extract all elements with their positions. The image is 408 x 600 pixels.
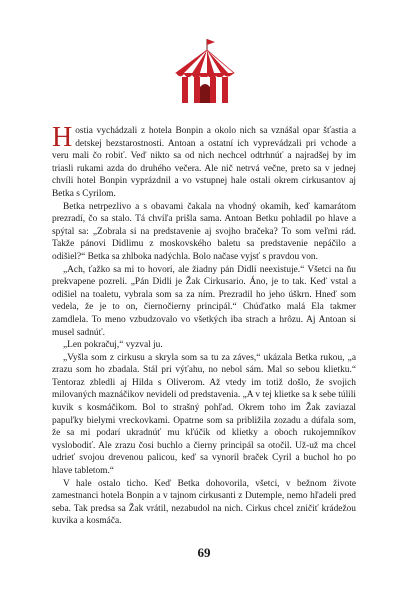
- paragraph-text: ostia vychádzali z hotela Bonpin a okolo nich sa vznášal opar šťastia a detskej bezstarostnosti. Antoan a ostatní ich vyprevádzali pri vchode a veru mali čo robiť. Veď nikto sa od nich nechcel odtrhnúť a najradšej by im triasli rukami azda do druhého večera. Ale nič netrvá večne, preto sa v jednej chvíli hotel Bonpin vyprázdnil a vo vstupnej hale ostali okrem cirkusantov aj Betka s Cyrilom.: [52, 126, 356, 199]
- paragraph: „Vyšla som z cirkusu a skryla som sa tu za záves,“ ukázala Betka rukou, „a zrazu som ho zbadala. Stál pri výťahu, no nebol sám. Mal so sebou klietku.“ Tentoraz zbledli aj Hilda s Oliverom. Až vtedy im totiž došlo, že svojich milovaných maznáčikov nevideli od predstavenia. „A v tej klietke sa k sebe túlili kuvik s kosmáčikom. Bol to strašný pohľad. Okrem toho im Žak zaviazal papuľky bielymi vreckovkami. Opatrne som sa približila zozadu a dúfala som, že sa mi podarí ukradnúť mu kľúčik od klietky a oboch rukojemníkov vyslobodiť. Ale zrazu čosi buchlo a čierny principál sa otočil. Už-už ma chcel udrieť svojou drevenou palicou, keď sa vynoril braček Cyril a buchol ho po hlave tabletom.“: [52, 352, 356, 477]
- body-text: [52, 122, 356, 528]
- circus-tent-icon: [172, 37, 238, 107]
- paragraph: Betka netrpezlivo a s obavami čakala na vhodný okamih, keď kamarátom prezradí, čo sa stalo. Tá chvíľa prišla sama. Antoan Betku pohladil po hlave a spýtal sa: „Zobrala si na predstavenie aj svojho bračeka? To som veľmi rád. Takže pánovi Didlimu z moskovského baletu sa predstavenie nepáčilo a odišiel?“ Betka sa zhlboka nadýchla. Bolo načase vyjsť s pravdou von.: [52, 201, 356, 262]
- paragraph: V hale ostalo ticho. Keď Betka dohovorila, všetci, v bežnom živote zamestnanci hotela Bonpin a v tajnom cirkusanti z Dutemple, nemo hľadeli pred seba. Tak predsa sa Žak vrátil, nezabudol na nich. Cirkus chcel zničiť krádežou kuvika a kosmáča.: [52, 478, 356, 527]
- drop-cap: H: [52, 122, 73, 153]
- paragraph: [52, 122, 356, 201]
- paragraph: „Len pokračuj,“ vyzval ju.: [63, 340, 163, 351]
- page-number: 69: [197, 545, 211, 560]
- paragraph: „Ach, ťažko sa mi to hovorí, ale žiadny pán Didli neexistuje.“ Všetci na ňu prekvapene pozreli. „Pán Didli je Žak Cirkusario. Áno, je to tak. Keď vstal a odišiel na toaletu, vybrala som sa za ním. Prezradil ho jeho úškrn. Hneď som vedela, že je to on, čiernočierny principál.“ Chúďatko malá Ela takmer zamdlela. To meno vzbudzovalo vo všetkých iba strach a hrôzu. Aj Antoan si musel sadnúť.: [52, 264, 356, 338]
